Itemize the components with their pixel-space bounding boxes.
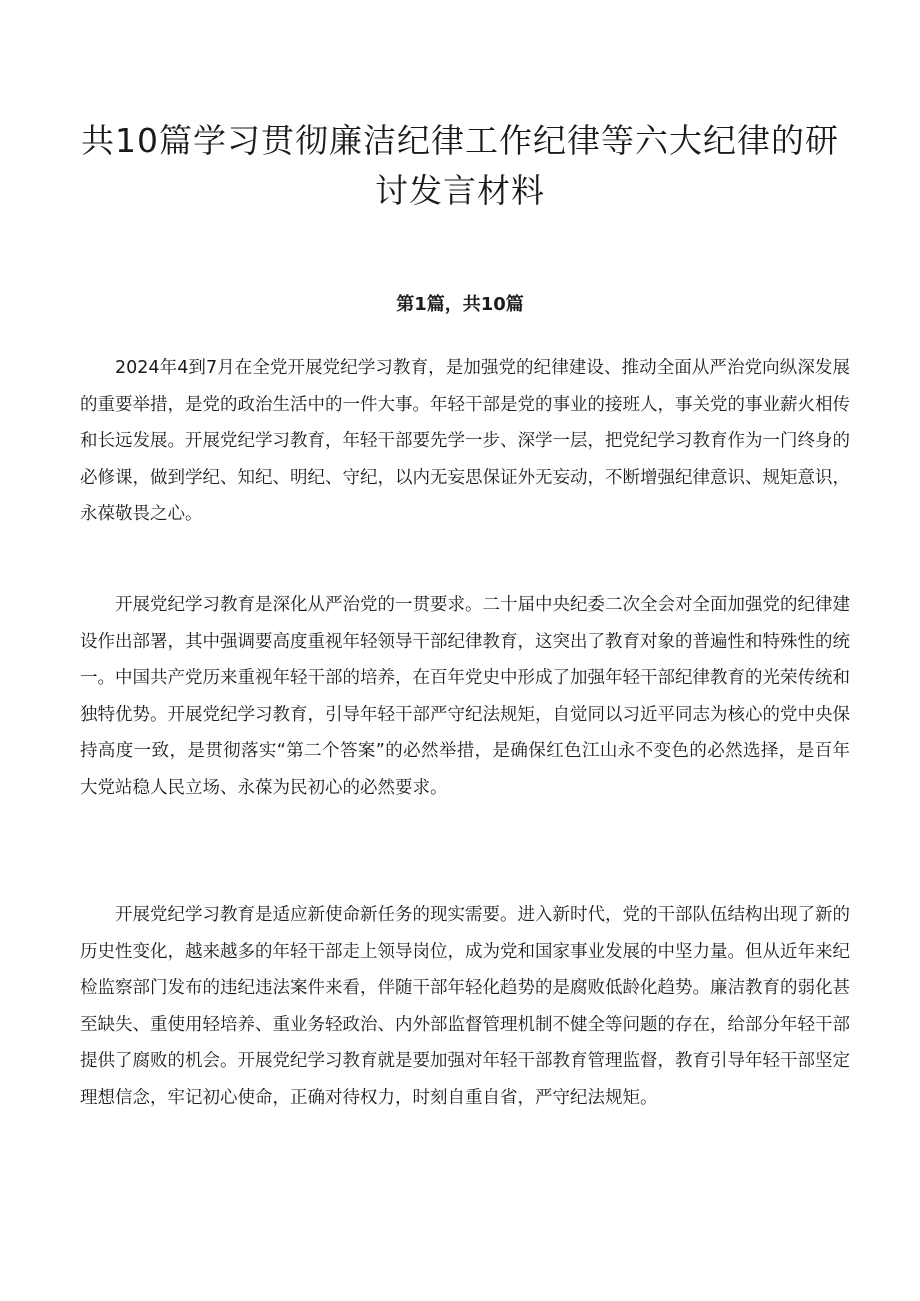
body-paragraph-2: 开展党纪学习教育是深化从严治党的一贯要求。二十届中央纪委二次全会对全面加强党的纪律建设作出部署，其中强调要高度重视年轻领导干部纪律教育，这突出了教育对象的普遍性和特殊性的统一。中国共产党历来重视年轻干部的培养，在百年党史中形成了加强年轻干部纪律教育的光荣传统和独特优势。开展党纪学习教育，引导年轻干部严守纪法规矩，自觉同以习近平同志为核心的党中央保持高度一致，是贯彻落实“第二个答案”的必然举措，是确保红色江山永不变色的必然选择，是百年大党站稳人民立场、永葆为民初心的必然要求。 xyxy=(80,595,850,798)
section-heading: 第1篇，共10篇 xyxy=(396,294,524,315)
document-title: 共10篇学习贯彻廉洁纪律工作纪律等六大纪律的研讨发言材料 xyxy=(81,121,839,210)
body-paragraph-1: 2024年4到7月在全党开展党纪学习教育，是加强党的纪律建设、推动全面从严治党向纵深发展的重要举措，是党的政治生活中的一件大事。年轻干部是党的事业的接班人，事关党的事业薪火相传和长远发展。开展党纪学习教育，年轻干部要先学一步、深学一层，把党纪学习教育作为一门终身的必修课，做到学纪、知纪、明纪、守纪，以内无妄思保证外无妄动，不断增强纪律意识、规矩意识，永葆敬畏之心。 xyxy=(80,358,850,524)
body-paragraph-3: 开展党纪学习教育是适应新使命新任务的现实需要。进入新时代，党的干部队伍结构出现了新的历史性变化，越来越多的年轻干部走上领导岗位，成为党和国家事业发展的中坚力量。但从近年来纪检监察部门发布的违纪违法案件来看，伴随干部年轻化趋势的是腐败低龄化趋势。廉洁教育的弱化甚至缺失、重使用轻培养、重业务轻政治、内外部监督管理机制不健全等问题的存在，给部分年轻干部提供了腐败的机会。开展党纪学习教育就是要加强对年轻干部教育管理监督，教育引导年轻干部坚定理想信念，牢记初心使命，正确对待权力，时刻自重自省，严守纪法规矩。 xyxy=(80,905,850,1108)
